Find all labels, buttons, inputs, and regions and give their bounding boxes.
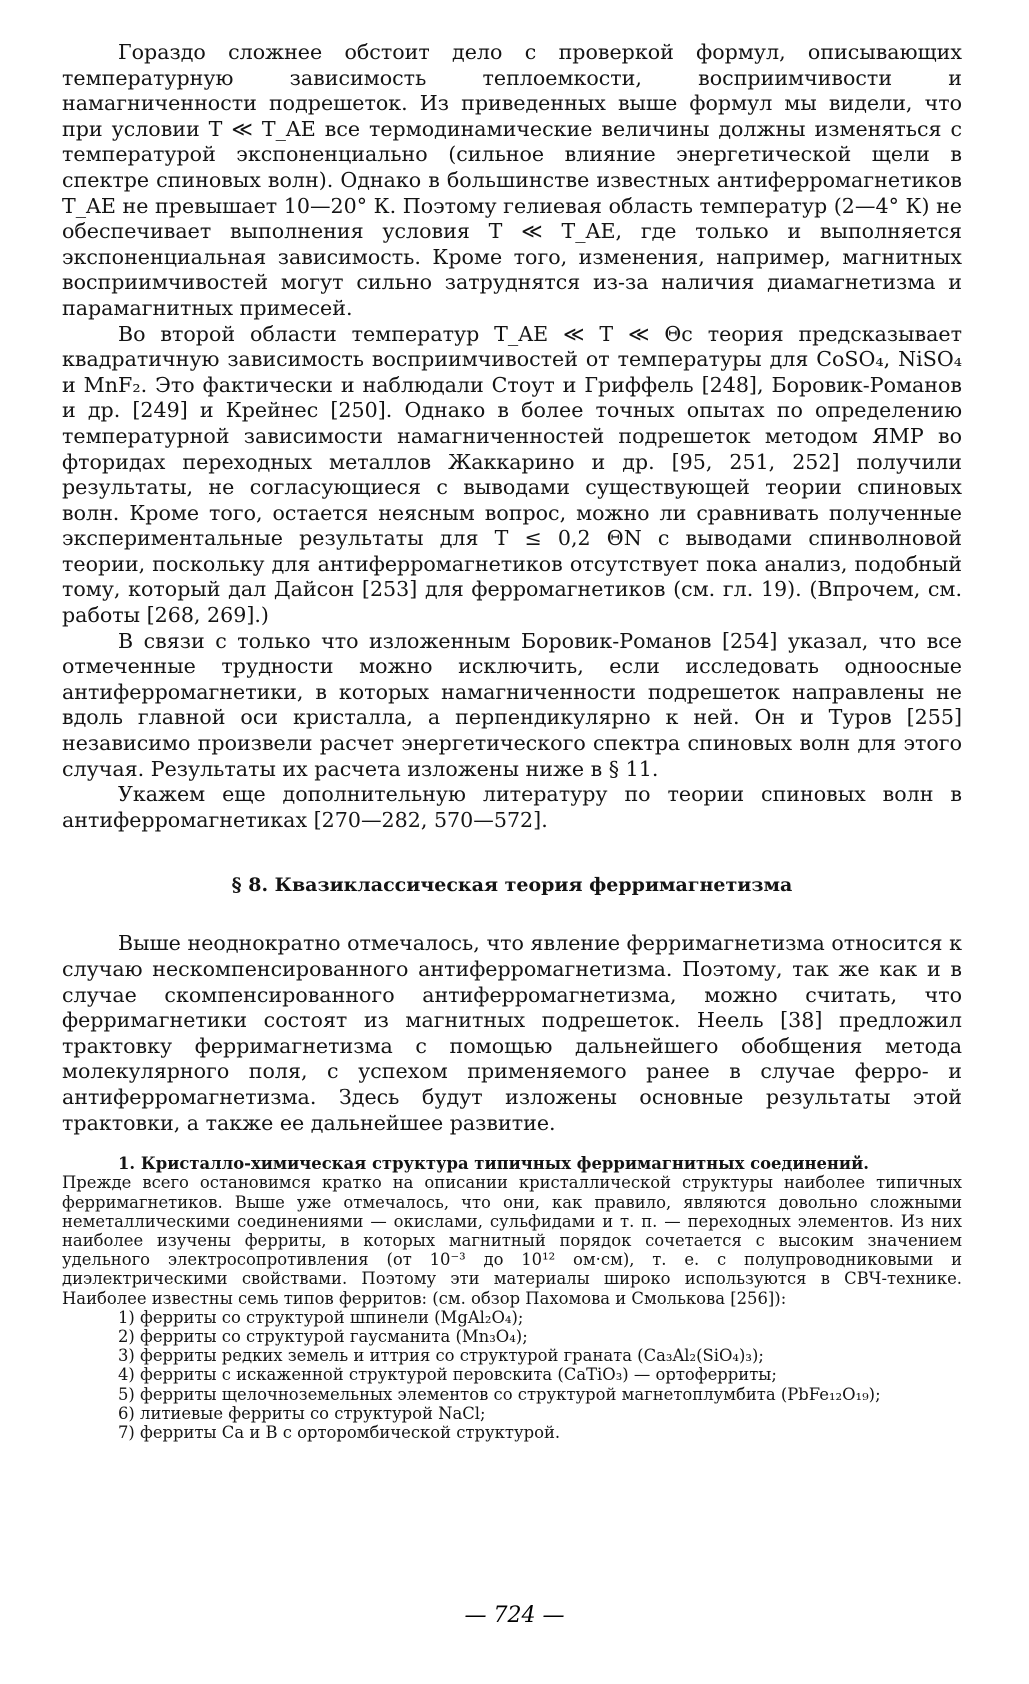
list-item: 5) ферриты щелочноземельных элементов со структурой магнетоплумбита (PbFe₁₂O₁₉);	[118, 1384, 881, 1404]
paragraph: Гораздо сложнее обстоит дело с проверкой формул, описывающих температурную зависимость теплоемкости, восприимчивости и намагниченности подрешеток. Из приведенных выше формул мы видели, что при условии T ≪ T_AE все термодинамические величины должны изменяться с температурой экспоненциально (сильное влияние энергетической щели в спектре спиновых волн). Однако в большинстве известных антиферромагнетиков T_AE не превышает 10—20° К. Поэтому гелиевая область температур (2—4° К) не обеспечивает выполнения условия T ≪ T_AE, где только и выполняется экспоненциальная зависимость. Кроме того, изменения, например, магнитных восприимчивостей могут сильно затруднятся из-за наличия диамагнетизма и парамагнитных примесей.	[62, 40, 962, 320]
subsection-title: 1. Кристалло-химическая структура типичных ферримагнитных соединений.	[118, 1154, 869, 1174]
list-item: 4) ферриты с искаженной структурой перовскита (CaTiO₃) — ортоферриты;	[118, 1365, 777, 1385]
section-body	[62, 931, 962, 1136]
list-item: 6) литиевые ферриты со структурой NaCl;	[118, 1403, 486, 1423]
subsection	[62, 1154, 962, 1442]
paragraph: Во второй области температур T_AE ≪ T ≪ Θc теория предсказывает квадратичную зависимость восприимчивостей от температуры для CoSO₄, NiSO₄ и MnF₂. Это фактически и наблюдали Стоут и Гриффель [248], Боровик-Романов и др. [249] и Крейнес [250]. Однако в более точных опытах по определению температурной зависимости намагниченностей подрешеток методом ЯМР во фторидах переходных металлов Жаккарино и др. [95, 251, 252] получили результаты, не согласующиеся с выводами существующей теории спиновых волн. Кроме того, остается неясным вопрос, можно ли сравнивать полученные экспериментальные результаты для T ≤ 0,2 ΘN с выводами спинволновой теории, поскольку для антиферромагнетиков отсутствует пока анализ, подобный тому, который дал Дайсон [253] для ферромагнетиков (см. гл. 19). (Впрочем, см. работы [268, 269].)	[62, 321, 962, 628]
page-number: — 724 —	[464, 1603, 565, 1628]
paragraph: Укажем еще дополнительную литературу по теории спиновых волн в антиферромагнетиках [270—282, 570—572].	[62, 782, 962, 832]
list-item: 1) ферриты со структурой шпинели (MgAl₂O₄);	[118, 1307, 524, 1327]
list-item: 3) ферриты редких земель и иттрия со структурой граната (Ca₃Al₂(SiO₄)₃);	[118, 1346, 764, 1366]
list-item: 2) ферриты со структурой гаусманита (Mn₃O₄);	[118, 1326, 528, 1346]
paragraph: В связи с только что изложенным Боровик-Романов [254] указал, что все отмеченные трудности можно исключить, если исследовать одноосные антиферромагнетики, в которых намагниченности подрешеток направлены не вдоль главной оси кристалла, а перпендикулярно к ней. Он и Туров [255] независимо произвели расчет энергетического спектра спиновых волн для этого случая. Результаты их расчета изложены ниже в § 11.	[62, 628, 962, 781]
document-page	[62, 40, 962, 1442]
ferrite-types-list	[62, 1308, 962, 1442]
section-paragraph: Выше неоднократно отмечалось, что явление ферримагнетизма относится к случаю нескомпенсированного антиферромагнетизма. Поэтому, так же как и в случае скомпенсированного антиферромагнетизма, можно считать, что ферримагнетики состоят из магнитных подрешеток. Неель [38] предложил трактовку ферримагнетизма с помощью дальнейшего обобщения метода молекулярного поля, с успехом применяемого ранее в случае ферро- и антиферромагнетизма. Здесь будут изложены основные результаты этой трактовки, а также ее дальнейшее развитие.	[62, 931, 962, 1135]
list-item: 7) ферриты Ca и B с орторомбической структурой.	[118, 1423, 561, 1442]
subsection-text: Прежде всего остановимся кратко на описании кристаллической структуры наиболее типичных ферримагнетиков. Выше уже отмечалось, что они, как правило, являются довольно сложными неметаллическими соединениями — окислами, сульфидами и т. п. — переходных элементов. Из них наиболее изучены ферриты, в которых магнитный порядок сочетается с высоким значением удельного электросопротивления (от 10⁻³ до 10¹² ом·см), т. е. с полупроводниковыми и диэлектрическими свойствами. Поэтому эти материалы широко используются в СВЧ-технике. Наиболее известны семь типов ферритов: (см. обзор Пахомова и Смолькова [256]):	[62, 1173, 962, 1308]
section-title: § 8. Квазиклассическая теория ферримагнетизма	[231, 874, 793, 897]
body-text	[62, 40, 962, 833]
